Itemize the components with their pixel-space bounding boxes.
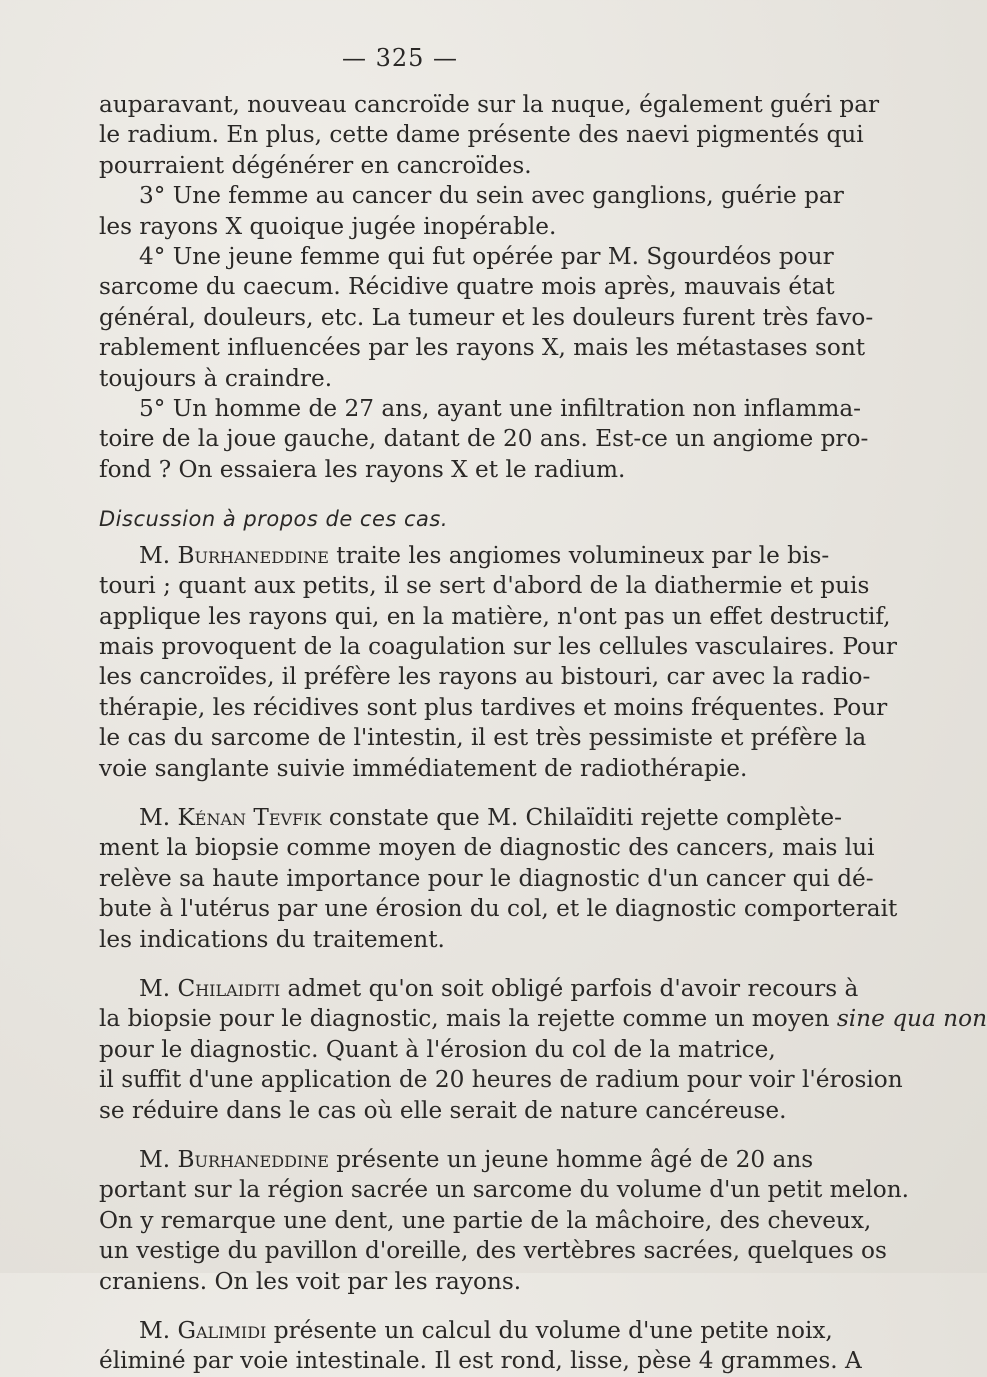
paragraph-kenan-tevfik xyxy=(99,803,898,955)
text-line: le cas du sarcome de l'intestin, il est très pessimiste et préfère la xyxy=(99,724,867,752)
text-line: toujours à craindre. xyxy=(99,364,333,392)
text-fragment: admet qu'on soit obligé parfois d'avoir recours à xyxy=(287,974,859,1002)
text-fragment: traite les angiomes volumineux par le bis- xyxy=(336,541,830,569)
text-line: les rayons X quoique jugée inopérable. xyxy=(99,212,557,240)
text-line xyxy=(99,974,859,1004)
spacer xyxy=(99,955,763,974)
text-line xyxy=(99,541,830,571)
text-line: sarcome du caecum. Récidive quatre mois après, mauvais état xyxy=(99,273,835,301)
text-line: pour le diagnostic. Quant à l'érosion du col de la matrice, xyxy=(99,1035,776,1063)
paragraph-burhaneddine-2 xyxy=(99,1145,910,1297)
text-line: voie sanglante suivie immédiatement de radiothérapie. xyxy=(99,754,748,782)
text-line: rablement influencées par les rayons X, mais les métastases sont xyxy=(99,334,866,362)
speaker-name: M. Burhaneddine xyxy=(139,541,329,569)
text-line: touri ; quant aux petits, il se sert d'abord de la diathermie et puis xyxy=(99,572,870,600)
speaker-name: M. Kénan Tevfik xyxy=(139,803,322,831)
text-line: toire de la joue gauche, datant de 20 ans. Est-ce un angiome pro- xyxy=(99,425,869,453)
text-line: les indications du traitement. xyxy=(99,925,445,953)
text-line: bute à l'utérus par une érosion du col, et le diagnostic comporterait xyxy=(99,895,898,923)
text-line: portant sur la région sacrée un sarcome du volume d'un petit melon. xyxy=(99,1176,910,1204)
text-line xyxy=(99,1004,987,1034)
text-line: ment la biopsie comme moyen de diagnostic des cancers, mais lui xyxy=(99,834,875,862)
text-line: un vestige du pavillon d'oreille, des vertèbres sacrées, quelques os xyxy=(99,1237,887,1265)
paragraph-case-4 xyxy=(99,242,874,394)
text-line: pourraient dégénérer en cancroïdes. xyxy=(99,151,532,179)
text-line: auparavant, nouveau cancroïde sur la nuque, également guéri par xyxy=(99,91,880,118)
speaker-name: M. Chilaiditi xyxy=(139,974,281,1002)
text-line: On y remarque une dent, une partie de la mâchoire, des cheveux, xyxy=(99,1206,872,1234)
text-line: 5° Un homme de 27 ans, ayant une infiltration non inflamma- xyxy=(139,395,861,423)
text-line: il suffit d'une application de 20 heures de radium pour voir l'érosion xyxy=(99,1066,903,1094)
text-line: 4° Une jeune femme qui fut opérée par M. Sgourdéos pour xyxy=(139,243,834,271)
text-line: fond ? On essaiera les rayons X et le radium. xyxy=(99,455,626,483)
spacer xyxy=(99,1297,763,1316)
paragraph-case-5 xyxy=(99,394,869,485)
text-line: 3° Une femme au cancer du sein avec ganglions, guérie par xyxy=(139,182,844,210)
paragraph-galimidi xyxy=(99,1316,862,1377)
text-line: thérapie, les récidives sont plus tardives et moins fréquentes. Pour xyxy=(99,693,888,721)
speaker-name: M. Burhaneddine xyxy=(139,1146,329,1173)
speaker-name: M. Galimidi xyxy=(139,1317,267,1345)
paragraph-case-3 xyxy=(99,181,844,242)
text-line: applique les rayons qui, en la matière, n'ont pas un effet destructif, xyxy=(99,602,891,630)
page-body xyxy=(99,90,987,1377)
paragraph-burhaneddine-1 xyxy=(99,541,897,784)
text-line: se réduire dans le cas où elle serait de nature cancéreuse. xyxy=(99,1096,787,1124)
text-fragment: constate que M. Chilaïditi rejette complète- xyxy=(328,803,842,831)
text-fragment: présente un calcul du volume d'une petite noix, xyxy=(273,1317,833,1345)
text-fragment: la biopsie pour le diagnostic, mais la rejette comme un moyen xyxy=(99,1005,830,1033)
text-fragment: présente un jeune homme âgé de 20 ans xyxy=(336,1146,814,1173)
text-line xyxy=(99,1316,833,1346)
text-line xyxy=(99,1145,814,1175)
paragraph-chilaiditi xyxy=(99,974,987,1126)
latin-phrase: sine qua non xyxy=(836,1005,987,1033)
spacer xyxy=(99,485,763,504)
text-line xyxy=(99,803,842,833)
text-line: les cancroïdes, il préfère les rayons au bistouri, car avec la radio- xyxy=(99,663,871,691)
text-line: craniens. On les voit par les rayons. xyxy=(99,1267,522,1295)
text-line: le radium. En plus, cette dame présente des naevi pigmentés qui xyxy=(99,121,864,149)
text-line: relève sa haute importance pour le diagnostic d'un cancer qui dé- xyxy=(99,864,874,892)
text-line: général, douleurs, etc. La tumeur et les douleurs furent très favo- xyxy=(99,303,874,331)
section-heading: Discussion à propos de ces cas. xyxy=(99,507,449,532)
page-number: — 325 — xyxy=(341,44,459,72)
text-line: éliminé par voie intestinale. Il est rond, lisse, pèse 4 grammes. A xyxy=(99,1347,862,1375)
text-line: mais provoquent de la coagulation sur les cellules vasculaires. Pour xyxy=(99,632,897,660)
spacer xyxy=(99,1126,763,1145)
spacer xyxy=(99,784,763,803)
paragraph-case-2-end xyxy=(99,90,880,181)
